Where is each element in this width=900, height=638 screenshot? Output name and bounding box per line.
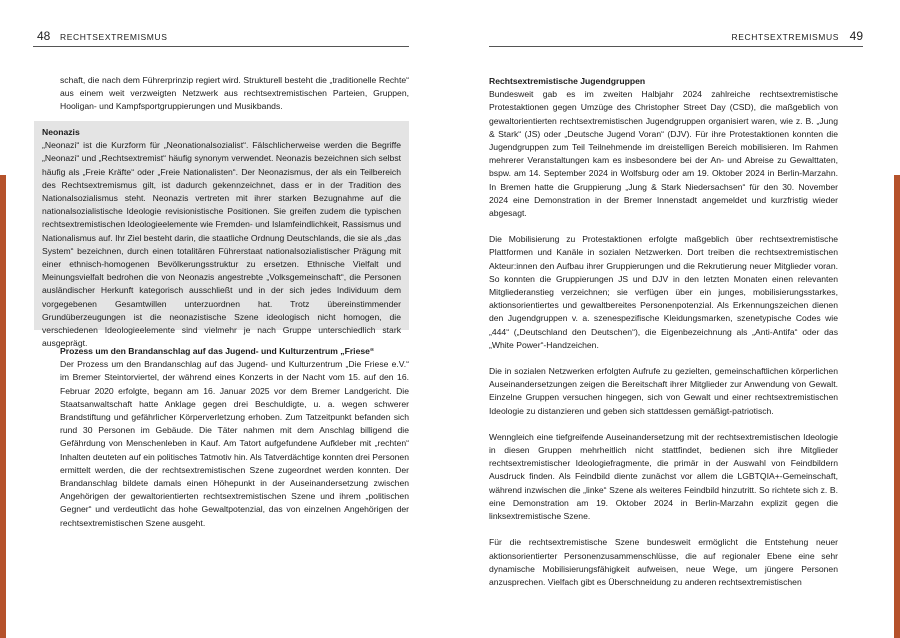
trial-section <box>60 345 409 530</box>
paragraph: Die in sozialen Netzwerken erfolgten Aufrufe zu gezielten, gemeinschaftlichen körperlichen Auseinandersetzungen zeigen die Bereitschaft ihrer Mitglieder zur Anwendung von Gewalt. Einzelne Gruppen versuchen hingegen, sich von Gewalt und einer rechtsextremistischen Ideologie zu distanzieren und geben sich stattdessen gemäßigt-patriotisch. <box>489 366 838 416</box>
running-head-left: RECHTSEXTREMISMUS <box>60 32 168 42</box>
paragraph: Bundesweit gab es im zweiten Halbjahr 2024 zahlreiche rechtsextremistische Protestaktionen gegen Umzüge des Christopher Street Day (CSD), die maßgeblich von gewaltorientierten rechtsextremistischen Jugendgruppen organisiert waren, wie z. B. „Jung & Stark“ (JS) oder „Deutsche Jugend Voran“ (DJV). Für ihre Protestaktionen konnten die Jugendgruppen zum Teil Teilnehmende im dreistelligen Bereich mobilisieren. Im Rahmen mehrerer Veranstaltungen kam es insbesondere bei der An- und Abreise zu Gewalttaten, bspw. am 14. September 2024 in Wolfsburg oder am 19. Oktober 2024 in Berlin-Marzahn. In Bremen hatte die Gruppierung „Jung & Stark Niedersachsen“ für den 30. November 2024 eine Demonstration in der Bremer Innenstadt angemeldet und kurzfristig wieder abgesagt. <box>489 89 838 219</box>
page-number-left: 48 <box>37 29 51 43</box>
info-box-text: „Neonazi“ ist die Kurzform für „Neonationalsozialist“. Fälschlicherweise werden die Begriffe „Neonazi“ und „Rechtsextremist“ häufig synonym verwendet. Neonazis bezeichnen sich selbst häufig als „Freie Kräfte“ oder „Freie Nationalisten“. Der Neonazismus, der als ein Teilbereich des Rechtsextremismus gilt, ist dadurch gekennzeichnet, dass er in der Tradition des Nationalsozialismus steht. Neonazis vertreten mit ihrer starken Bezugnahme auf die nationalsozialistische Ideologie revisionistische Positionen. Sie greifen zudem die typischen rechtsextremistischen Ideologieelemente wie Fremden- und Islamfeindlichkeit, Rassismus und Nationalismus auf. Ihr Ziel besteht darin, die staatliche Ordnung Deutschlands, die sie als „das System“ bezeichnen, durch einen totalitären Führerstaat nationalsozialistischer Prägung mit einer ethnisch-homogenen Bevölkerungsstruktur zu ersetzen. Ethnische Vielfalt und Meinungsvielfalt bedrohen die von Neonazis angestrebte „Volksgemeinschaft“, die Personen ausländischer Herkunft kategorisch ausschließt und in der sich jedes Individuum dem vorgegebenen Gesamtwillen unterzuordnen hat. Trotz übereinstimmender Grundüberzeugungen ist die neonazistische Szene ideologisch nicht homogen, die verschiedenen Ideologieelemente sind vielmehr je nach Gruppe unterschiedlich stark ausgeprägt. <box>42 140 401 349</box>
youth-groups-heading: Rechtsextremistische Jugendgruppen <box>489 76 646 86</box>
trial-section-text: Der Prozess um den Brandanschlag auf das Jugend- und Kulturzentrum „Die Friese e.V.“ im Bremer Steintorviertel, der während eines Konzerts in der Nacht vom 15. auf den 16. Februar 2020 erfolgte, begann am 16. Januar 2025 vor dem Bremer Landgericht. Die Staatsanwaltschaft hatte Anklage gegen drei Beschuldigte, u. a. wegen schwerer Brandstiftung und gefährlicher Körperverletzung erhoben. Zum Tatzeitpunkt befanden sich rund 30 Personen im Gebäude. Die Täter nahmen mit dem Anschlag billigend die Gefährdung von Menschenleben in Kauf. Am Tatort aufgefundene Aufkleber mit „rechten“ Inhalten deuteten auf ein politisches Tatmotiv hin. Als Tatverdächtige konnten drei Personen ermittelt werden, die der rechtsextremistischen Szene zugeordnet werden konnten. Der Brandanschlag bildete damals einen Höhepunkt in der Auseinandersetzung zwischen Angehörigen der gewaltorientierten rechtsextremistischen Szene und ihrem „politischen Gegner“ und verdeutlicht das hohe Gewaltpotenzial, das von einzelnen Angehörigen der rechtsextremistischen Szene ausgeht. <box>60 359 409 528</box>
trial-section-heading: Prozess um den Brandanschlag auf das Jugend- und Kulturzentrum „Friese“ <box>60 346 375 356</box>
right-page-header <box>489 28 863 47</box>
left-intro-paragraph <box>60 74 409 114</box>
info-box-heading: Neonazis <box>42 127 80 137</box>
page-number-right: 49 <box>849 29 863 43</box>
left-page-header <box>33 28 409 47</box>
left-page-accent-bar <box>0 175 6 638</box>
right-page-body <box>489 75 838 589</box>
right-page-accent-bar <box>894 175 900 638</box>
neonazis-info-box <box>34 121 409 349</box>
intro-text: schaft, die nach dem Führerprinzip regiert wird. Strukturell besteht die „traditionelle Rechte“ aus einem weit verzweigten Netzwerk aus rechtsextremistischen Parteien, Gruppen, Hooligan- und Kampfsportgruppierungen und Musikbands. <box>60 75 409 112</box>
info-box-content <box>34 121 409 350</box>
paragraph: Die Mobilisierung zu Protestaktionen erfolgte maßgeblich über rechtsextremistische Plattformen und Kanäle in sozialen Netzwerken. Dort treiben die rechtsextremistischen Akteur:innen den Aufbau ihrer Gruppierungen und die Rekrutierung neuer Mitglieder voran. So konnten die Gruppierungen JS und DJV in den letzten Monaten einen relevanten Mitgliederanstieg verzeichnen; sie verfügen über ein junges, mobilisierungsstarkes, aktionsorientiertes und gewaltbereites Personenpotenzial. Als Erkennungszeichen dienen den Jugendgruppen v. a. szenespezifische Kleidungsmarken, szenetypische Codes wie „444“ („Deutschland den Deutschen“), die Eigenbezeichnung als „Anti-Antifa“ oder das „White Power“-Handzeichen. <box>489 234 838 350</box>
paragraph: Wenngleich eine tiefgreifende Auseinandersetzung mit der rechtsextremistischen Ideologie in diesen Gruppen mehrheitlich nicht stattfindet, bedienen sich ihre Mitglieder rechtsextremistischer Ideologiefragmente, die primär in der Auswahl von Feindbildern Ausdruck finden. Als Feindbild diente zunächst vor allem die LGBTQIA+-Gemeinschaft, während inzwischen die „linke“ Szene als weiteres Feindbild hinzutritt. So richtete sich z. B. eine Demonstration am 19. Oktober 2024 in Berlin-Marzahn explizit gegen die linksextremistische Szene. <box>489 431 838 522</box>
paragraph: Für die rechtsextremistische Szene bundesweit ermöglicht die Entstehung neuer aktionsorientierter Personenzusammenschlüsse, die auf regionaler Ebene eine sehr dynamische Mobilisierungsfähigkeit aufweisen, neue Wege, um jüngere Personen anzusprechen. Vielfach gibt es Überschneidung zu anderen rechtsextremistischen <box>489 537 838 587</box>
running-head-right: RECHTSEXTREMISMUS <box>731 32 839 42</box>
